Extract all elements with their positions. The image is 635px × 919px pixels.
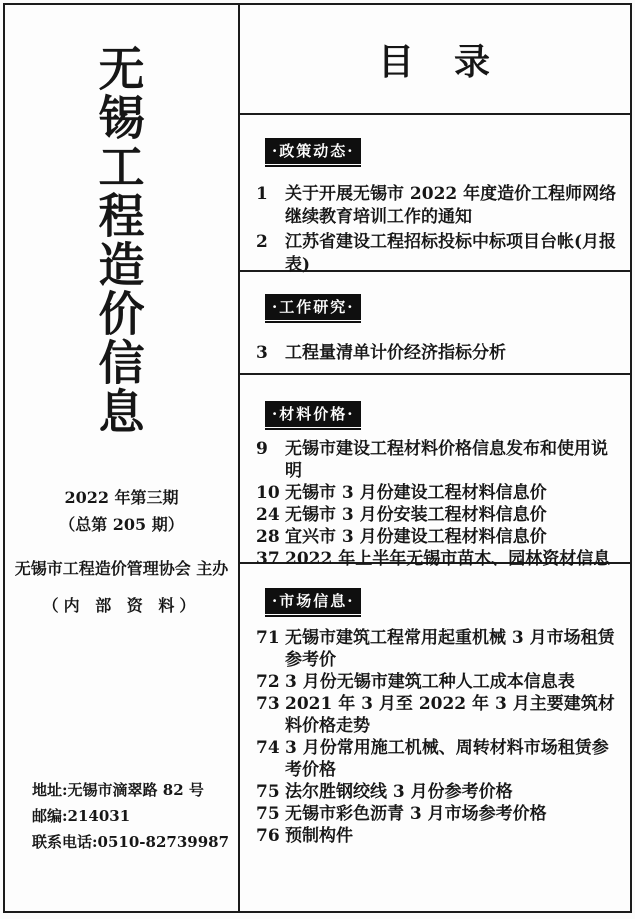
section-label-wrap xyxy=(265,138,361,167)
contact-info xyxy=(32,777,229,855)
section-market-info xyxy=(240,564,630,911)
toc-entry xyxy=(256,825,626,847)
toc-title: 目 录 xyxy=(377,40,492,83)
title-char: 造 xyxy=(98,237,145,293)
toc-entry-page: 76 xyxy=(256,826,280,846)
title-char: 锡 xyxy=(98,90,145,146)
contact-phone: 联系电话:0510-82739987 xyxy=(32,833,230,851)
toc-entry xyxy=(256,781,626,803)
magazine-title-vertical xyxy=(5,41,238,440)
toc-panel xyxy=(238,3,632,913)
title-char: 工 xyxy=(98,139,145,195)
contact-address: 地址:无锡市滴翠路 82 号 xyxy=(32,781,204,799)
toc-entry xyxy=(256,671,626,693)
section-work-research xyxy=(240,272,630,375)
section-label-wrap xyxy=(265,401,361,430)
toc-entry xyxy=(256,627,626,671)
toc-entry-page: 3 xyxy=(256,343,268,363)
section-label-material-prices: ·材料价格· xyxy=(265,401,361,427)
toc-entry xyxy=(256,737,626,781)
toc-entry xyxy=(256,504,626,526)
toc-entry-page: 71 xyxy=(256,628,280,648)
toc-entry-title: 工程量清单计价经济指标分析 xyxy=(285,343,506,363)
section-label-wrap xyxy=(265,588,361,617)
toc-entry-title: 无锡市彩色沥青 3 月市场参考价格 xyxy=(285,804,547,824)
toc-entries xyxy=(256,627,626,847)
toc-entries xyxy=(256,342,626,364)
toc-entry xyxy=(256,803,626,825)
toc-entry-page: 74 xyxy=(256,738,280,758)
toc-entry-page: 28 xyxy=(256,527,280,547)
section-label-market-info: ·市场信息· xyxy=(265,588,361,614)
toc-entry-title: 无锡市建筑工程常用起重机械 3 月市场租赁参考价 xyxy=(285,628,615,670)
section-material-prices xyxy=(240,375,630,569)
toc-entry-page: 2 xyxy=(256,232,268,252)
toc-entries xyxy=(256,183,626,277)
toc-entry-page: 24 xyxy=(256,505,280,525)
toc-entry-page: 75 xyxy=(256,782,280,802)
toc-entry-page: 37 xyxy=(256,549,280,569)
toc-entry-title: 2021 年 3 月至 2022 年 3 月主要建筑材料价格走势 xyxy=(285,694,615,736)
title-char: 无 xyxy=(98,41,145,97)
toc-entry-page: 73 xyxy=(256,694,280,714)
toc-entry-page: 10 xyxy=(256,483,280,503)
title-char: 息 xyxy=(98,384,145,440)
toc-entry-title: 2022 年上半年无锡市苗木、园林资材信息 xyxy=(285,549,611,569)
toc-entries xyxy=(256,438,626,570)
toc-entry-title: 无锡市建设工程材料价格信息发布和使用说明 xyxy=(285,439,608,481)
issue-total-number: （总第 205 期） xyxy=(59,515,184,534)
toc-header-section xyxy=(240,5,630,115)
toc-entry-title: 3 月份常用施工机械、周转材料市场租赁参考价格 xyxy=(285,738,609,780)
section-label-policy-news: ·政策动态· xyxy=(265,138,361,164)
toc-entry-page: 75 xyxy=(256,804,280,824)
issue-info xyxy=(5,484,238,538)
internal-material-note: （内 部 资 料） xyxy=(42,596,201,615)
contact-postcode: 邮编:214031 xyxy=(32,807,131,825)
toc-entry-page: 72 xyxy=(256,672,280,692)
section-label-wrap xyxy=(265,294,361,323)
toc-entry xyxy=(256,231,626,277)
left-panel xyxy=(3,3,240,913)
toc-entry-page: 1 xyxy=(256,184,268,204)
title-char: 信 xyxy=(98,335,145,391)
toc-entry-title: 法尔胜钢绞线 3 月份参考价格 xyxy=(285,782,513,802)
title-char: 价 xyxy=(98,286,145,342)
toc-entry-title: 无锡市 3 月份建设工程材料信息价 xyxy=(285,483,547,503)
title-char: 程 xyxy=(98,188,145,244)
toc-entry-title: 宜兴市 3 月份建设工程材料信息价 xyxy=(285,527,547,547)
toc-entry xyxy=(256,693,626,737)
organizer-line: 无锡市工程造价管理协会 主办 xyxy=(14,559,229,578)
toc-entry-title: 预制构件 xyxy=(285,826,353,846)
toc-entry xyxy=(256,482,626,504)
section-label-work-research: ·工作研究· xyxy=(265,294,361,320)
toc-entry-page: 9 xyxy=(256,439,268,459)
toc-entry xyxy=(256,438,626,482)
toc-entry-title: 江苏省建设工程招标投标中标项目台帐(月报表) xyxy=(285,232,617,275)
issue-number: 2022 年第三期 xyxy=(64,488,179,507)
toc-entry xyxy=(256,342,626,364)
toc-entry xyxy=(256,183,626,229)
toc-entry xyxy=(256,526,626,548)
section-policy-news xyxy=(240,115,630,275)
toc-entry-title: 无锡市 3 月份安装工程材料信息价 xyxy=(285,505,547,525)
toc-entry-title: 关于开展无锡市 2022 年度造价工程师网络继续教育培训工作的通知 xyxy=(285,184,617,227)
toc-entry-title: 3 月份无锡市建筑工种人工成本信息表 xyxy=(285,672,575,692)
